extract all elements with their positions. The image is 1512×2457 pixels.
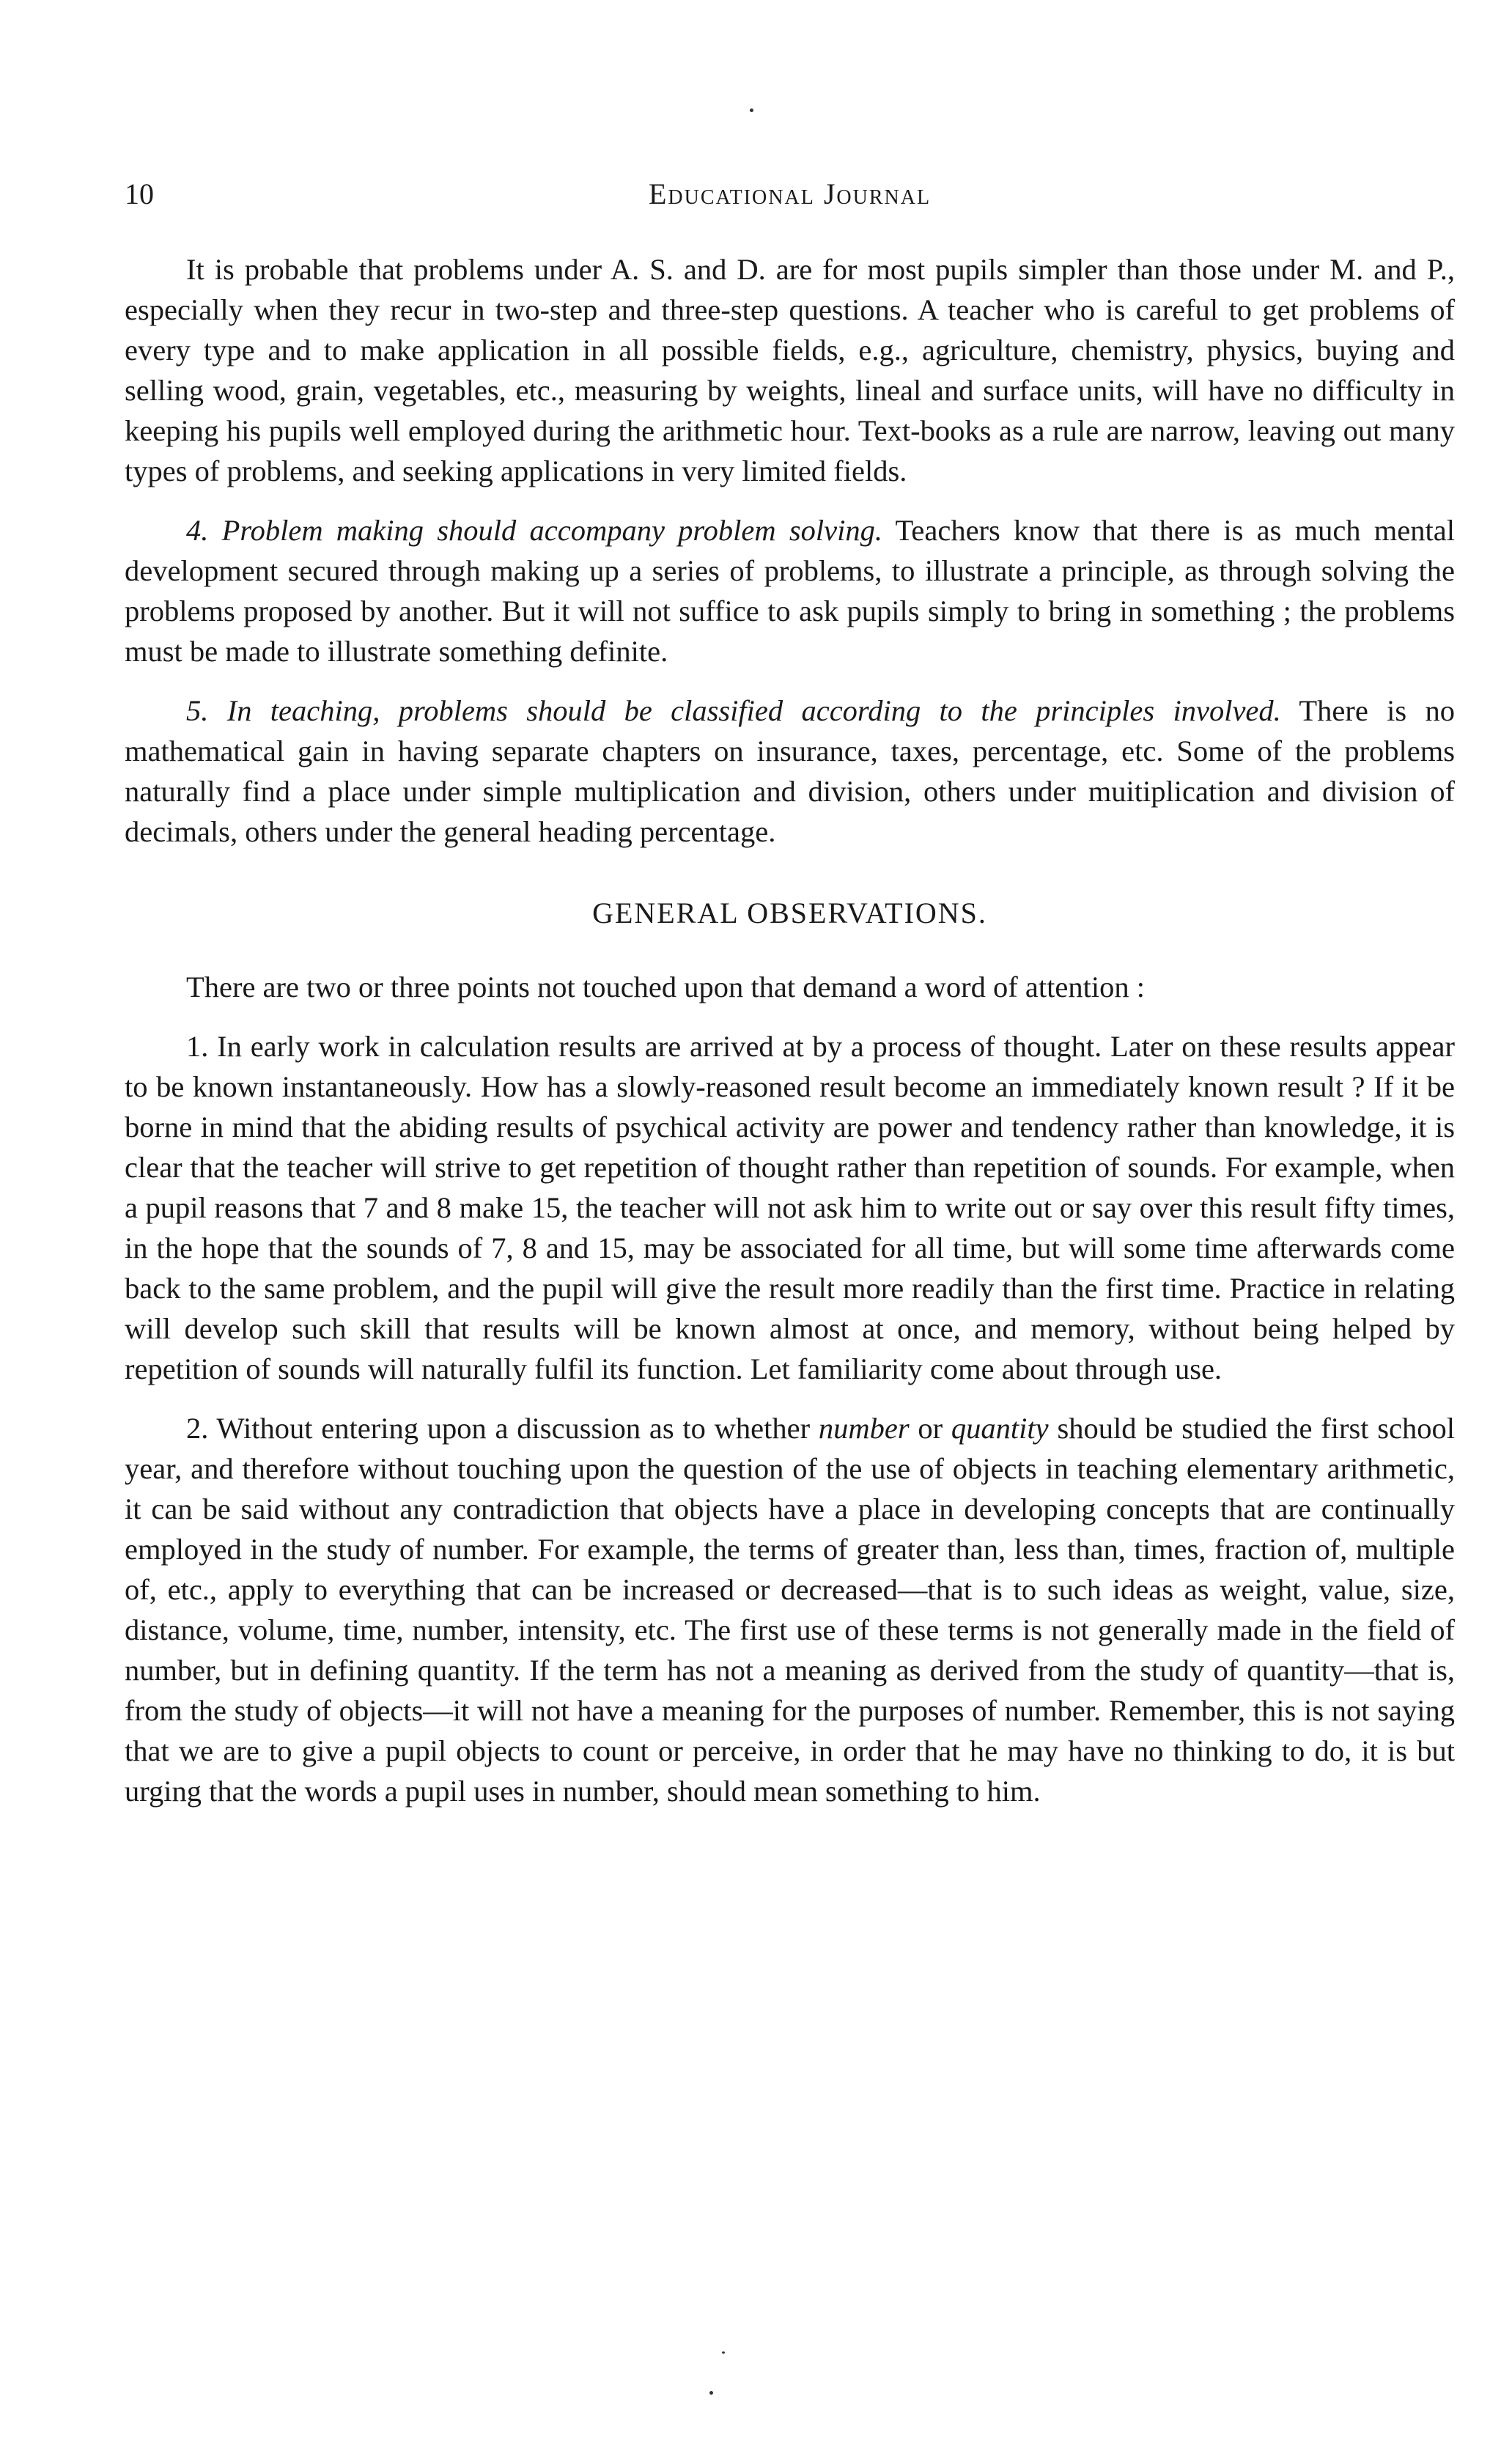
print-speck (722, 2351, 725, 2354)
point-text: should be studied the first school year, and therefore without touching upon the question of the use of objects in teaching elementary arithmetic, it can be said without any contradiction that objects have a place in developing concepts that are continually employed in the study of number. For example, the terms of greater than, less than, times, fraction of, multiple of, etc., apply to everything that can be increased or decreased—that is to such ideas as weight, value, size, distance, volume, time, number, intensity, etc. The first use of these terms is not generally made in the field of number, but in defining quantity. If the term has not a meaning as derived from the study of quantity—that is, from the study of objects—it will not have a meaning for the purposes of number. Remember, this is not saying that we are to give a pupil objects to count or perceive, in order that he may have no thinking to do, it is but urging that the words a pupil uses in number, should mean something to him. (125, 1412, 1456, 1808)
item-text: There is no mathematical gain in having separate chapters on insurance, taxes, percentage, etc. Some of the problems naturally find a place under simple multiplication and division, others under muitiplication and division of decimals, others under the general heading percentage. (125, 694, 1456, 848)
section-heading: GENERAL OBSERVATIONS. (592, 896, 987, 929)
observation-point-2 (125, 1408, 1455, 1811)
item-number: 4. (186, 514, 209, 547)
item-number: 5. (186, 694, 209, 727)
point-text: 2. Without entering upon a discussion as to whether (186, 1412, 811, 1445)
paragraph-problems-types: It is probable that problems under A. S. and D. are for most pupils simpler than those under M. and P., especially when they recur in two-step and three-step questions. A teacher who is careful to get problems of every type and to make application in all possible fields, e.g., agriculture, chemistry, physics, buying and selling wood, grain, vegetables, etc., measuring by weights, lineal and surface units, will have no difficulty in keeping his pupils well employed during the arithmetic hour. Text-books as a rule are narrow, leaving out many types of problems, and seeking applications in very limited fields. (125, 253, 1455, 487)
body-text (125, 249, 1455, 1830)
section-intro: There are two or three points not touched upon that demand a word of attention : (186, 970, 1145, 1003)
point-text: or (918, 1412, 943, 1445)
item-heading: Problem making should accompany problem solving. (221, 514, 882, 547)
emphasis-quantity: quantity (951, 1412, 1049, 1445)
item-text: Teachers know that there is as much mental development secured through making up a series of problems, to illustrate a principle, as through solving the problems proposed by another. But it will not suffice to ask pupils simply to bring in something ; the problems must be made to illustrate something definite. (125, 514, 1455, 668)
emphasis-number: number (818, 1412, 910, 1445)
page-header (125, 176, 1455, 213)
observation-point-1: 1. In early work in calculation results are arrived at by a process of thought. Later on these results appear to be known instantaneously. How has a slowly-reasoned result become an immediately known result ? If it be borne in mind that the abiding results of psychical activity are power and tendency rather than knowledge, it is clear that the teacher will strive to get repetition of thought rather than repetition of sounds. For example, when a pupil reasons that 7 and 8 make 15, the teacher will not ask him to write out or say over this result fifty times, in the hope that the sounds of 7, 8 and 15, may be associated for all time, but will some time afterwards come back to the same problem, and the pupil will give the result more readily than the first time. Practice in relating will develop such skill that results will be known almost at once, and memory, without being helped by repetition of sounds will naturally fulfil its function. Let familiarity come about through use. (125, 1030, 1455, 1385)
paragraph-problem-making (125, 510, 1455, 671)
page-number: 10 (125, 177, 154, 210)
print-speck (709, 2391, 713, 2395)
running-title: Educational Journal (648, 177, 932, 210)
item-heading: In teaching, problems should be classified according to the principles involved. (226, 694, 1281, 727)
print-speck (750, 108, 753, 112)
paragraph-classification (125, 690, 1455, 852)
